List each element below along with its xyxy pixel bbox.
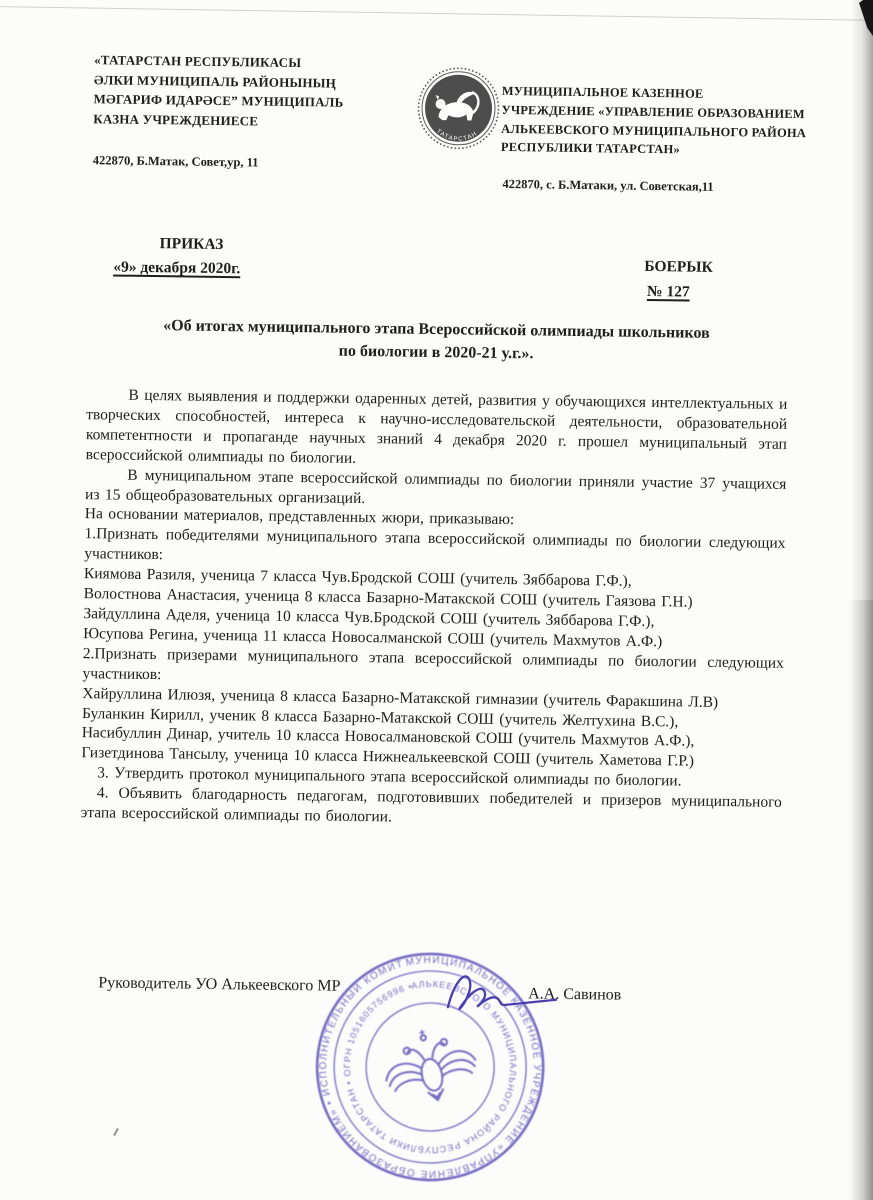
- stamp-ring-outer-text: МУНИЦИПАЛЬНОЕ КАЗЕННОЕ УЧРЕЖДЕНИЕ «УПРАВЛЕНИЕ ОБРАЗОВАНИЕМ» • ИСПОЛНИТЕЛЬНЫЙ КОМИТЕТ •: [318, 954, 543, 1180]
- prizewinner-entry: Буланкин Кирилл, ученик 8 класса Базарно-Матакской СОШ (учитель Желтухина В.С.),: [81, 704, 679, 730]
- order-heading-ru: ПРИКАЗ: [159, 235, 224, 254]
- winner-entry: Юсупова Регина, ученица 11 класса Новосалманской СОШ (учитель Махмутов А.Ф.): [83, 624, 663, 651]
- paragraph-goals: В целях выявления и поддержки одаренных детей, развития у обучающихся интеллектуальных и творческих способностей, интереса к научно-исследовательской деятельности, образовательной компетентности и пропаганде научных знаний 4 декабря 2020 г. прошел муниципальный этап всероссийской олимпиады по биологии.: [85, 386, 788, 467]
- paragraph-basis: На основании материалов, представленных жюри, приказываю:: [84, 505, 515, 529]
- right-edge-shadow-bottom: [847, 600, 873, 1200]
- org-left-line: «ТАТАРСТАН РЕСПУБЛИКАСЫ: [94, 52, 302, 71]
- org-right-line: МУНИЦИПАЛЬНОЕ КАЗЕННОЕ: [501, 83, 704, 101]
- org-right-line: УЧРЕЖДЕНИЕ «УПРАВЛЕНИЕ ОБРАЗОВАНИЕМ: [501, 102, 805, 121]
- org-right-line: АЛЬКЕЕВСКОГО МУНИЦИПАЛЬНОГО РАЙОНА: [501, 121, 807, 140]
- tatarstan-coat-of-arms-icon: [415, 65, 502, 152]
- signature-position: Руководитель УО Алькеевского МР: [98, 974, 341, 995]
- org-left-line: ӘЛКИ МУНИЦИПАЛЬ РАЙОНЫНЫҢ: [93, 71, 337, 91]
- order-title: [83, 313, 790, 369]
- stamp-eagle-icon: [377, 1019, 483, 1110]
- address-right: 422870, с. Б.Матаки, ул. Советская,11: [502, 176, 714, 194]
- item-1-winners: 1.Признать победителями муниципального этапа всероссийской олимпиады по биологии следующих участников:: [84, 525, 786, 564]
- item-3-protocol: 3. Утвердить протокол муниципального этапа всероссийской олимпиады по биологии.: [97, 764, 682, 790]
- signature-name: А.А. Савинов: [528, 985, 622, 1004]
- address-left: 422870, Б.Матак, Совет,ур, 11: [92, 153, 259, 170]
- order-body: [81, 385, 788, 833]
- org-left-block: [93, 50, 409, 132]
- prizewinner-entry: Хайруллина Илюзя, ученица 8 класса Базарно-Матакской гимназии (учитель Фаракшина Л.В): [82, 684, 719, 711]
- prizewinner-entry: Насибуллин Динар, учитель 10 класса Новосалмановской СОШ (учитель Махмутов А.Ф.),: [81, 724, 695, 751]
- order-heading-tat: БОЕРЫК: [644, 257, 713, 276]
- org-right-line: РЕСПУБЛИКИ ТАТАРСТАН»: [500, 140, 680, 157]
- winner-entry: Киямова Разиля, ученица 7 класса Чув.Бродской СОШ (учитель Зяббарова Г.Ф.),: [83, 565, 632, 590]
- org-left-line: МӘГАРИФ ИДАРӘСЕ” МУНИЦИПАЛЬ: [93, 91, 344, 110]
- order-title-line: по биологии в 2020-21 у.г.».: [338, 342, 534, 363]
- order-title-line: «Об итогах муниципального этапа Всероссийской олимпиады школьников: [163, 317, 710, 342]
- emblem-label: ТАТАРСТАН: [435, 128, 479, 143]
- prizewinner-entry: Гизетдинова Тансылу, ученица 10 класса Нижнеалькеевской СОШ (учитель Хаметова Г.Р.): [81, 744, 695, 770]
- order-date: «9» декабря 2020г.: [113, 258, 241, 278]
- paragraph-participants: В муниципальном этапе всероссийской олимпиады по биологии приняли участие 37 учащихся из 15 общеобразовательных организаций.: [84, 466, 787, 507]
- order-number: № 127: [646, 282, 690, 301]
- signature-autograph-icon: [438, 963, 564, 1027]
- winner-entry: Волостнова Анастасия, ученица 8 класса Базарно-Матакской СОШ (учитель Гаязова Г.Н.): [83, 585, 693, 611]
- item-4-gratitude: 4. Объявить благодарность педагогам, подготовивших победителей и призеров муниципального этапа всероссийской олимпиады по биологии.: [80, 784, 782, 826]
- org-left-line: КАЗНА УЧРЕЖДЕНИЕСЕ: [93, 110, 259, 128]
- stamp-ring-inner-text: АЛЬКЕЕВСКОГО МУНИЦИПАЛЬНОГО РАЙОНА РЕСПУБЛИКИ ТАТАРСТАН • ОГРН 1051605756996 •: [342, 978, 519, 1156]
- winner-entry: Зайдуллина Аделя, ученица 10 класса Чув.Бродской СОШ (учитель Зяббарова Г.Ф.),: [83, 605, 655, 631]
- org-right-block: [501, 82, 854, 162]
- item-2-prizewinners: 2.Признать призерами муниципального этапа всероссийской олимпиады по биологии следующих участников:: [82, 644, 784, 683]
